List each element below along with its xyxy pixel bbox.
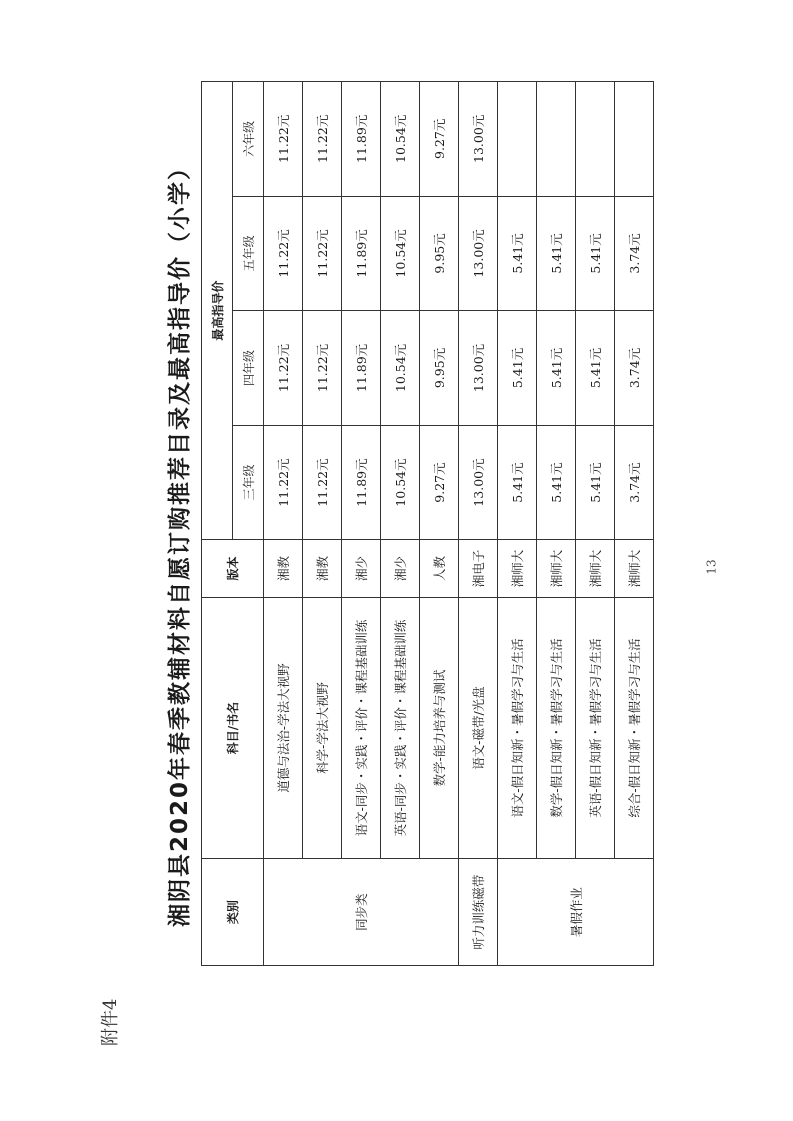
price-cell: 11.22元 — [264, 425, 303, 540]
subject-cell: 综合-假日知新・暑假学习与生活 — [615, 597, 654, 859]
attachment-label: 附件4 — [100, 998, 121, 1046]
subject-cell: 道德与法治-学法大视野 — [264, 597, 303, 859]
header-grade-5: 五年级 — [233, 196, 264, 311]
edition-cell: 湘少 — [381, 540, 420, 597]
table-row — [498, 82, 537, 966]
header-max-price: 最高指导价 — [202, 82, 233, 540]
price-cell: 3.74元 — [615, 425, 654, 540]
category-cell: 同步类 — [264, 859, 459, 966]
edition-cell: 人教 — [420, 540, 459, 597]
price-cell: 13.00元 — [459, 311, 498, 426]
subject-cell: 英语-同步・实践・评价・课程基础训练 — [381, 597, 420, 859]
price-cell: 11.22元 — [303, 311, 342, 426]
table-row — [537, 82, 576, 966]
price-cell: 9.27元 — [420, 425, 459, 540]
price-cell: 13.00元 — [459, 425, 498, 540]
edition-cell: 湘师大 — [576, 540, 615, 597]
document-title: 湘阴县2020年春季教辅材料自愿订购推荐目录及最高指导价（小学） — [167, 155, 193, 928]
price-cell: 11.22元 — [264, 311, 303, 426]
price-cell: 5.41元 — [537, 196, 576, 311]
price-cell: 3.74元 — [615, 311, 654, 426]
price-cell: 11.89元 — [342, 311, 381, 426]
price-cell: 11.89元 — [342, 425, 381, 540]
price-cell: 5.41元 — [498, 196, 537, 311]
price-table — [201, 81, 654, 966]
table-row — [420, 82, 459, 966]
table-row — [459, 82, 498, 966]
table-row — [615, 82, 654, 966]
price-cell: 9.95元 — [420, 196, 459, 311]
category-cell: 听力训练磁带 — [459, 859, 498, 966]
price-cell: 5.41元 — [537, 311, 576, 426]
price-cell — [576, 82, 615, 197]
subject-cell: 科学-学法大视野 — [303, 597, 342, 859]
rotated-landscape-content — [46, 81, 746, 1081]
table-row — [264, 82, 303, 966]
subject-cell: 数学-假日知新・暑假学习与生活 — [537, 597, 576, 859]
category-cell: 暑假作业 — [498, 859, 654, 966]
header-subject: 科目/书名 — [202, 597, 264, 859]
price-cell: 9.27元 — [420, 82, 459, 197]
edition-cell: 湘教 — [303, 540, 342, 597]
price-cell: 9.95元 — [420, 311, 459, 426]
price-cell — [498, 82, 537, 197]
edition-cell: 湘师大 — [615, 540, 654, 597]
price-cell: 3.74元 — [615, 196, 654, 311]
subject-cell: 数学-能力培养与测试 — [420, 597, 459, 859]
subject-cell: 语文-磁带/光盘 — [459, 597, 498, 859]
subject-cell: 语文-假日知新・暑假学习与生活 — [498, 597, 537, 859]
header-grade-6: 六年级 — [233, 82, 264, 197]
table-row — [303, 82, 342, 966]
price-cell: 11.89元 — [342, 82, 381, 197]
price-cell: 11.22元 — [303, 82, 342, 197]
page-number: 13 — [704, 559, 719, 575]
price-cell: 13.00元 — [459, 196, 498, 311]
price-cell: 11.22元 — [303, 196, 342, 311]
price-cell: 10.54元 — [381, 311, 420, 426]
edition-cell: 湘教 — [264, 540, 303, 597]
table-body — [264, 82, 654, 966]
subject-cell: 英语-假日知新・暑假学习与生活 — [576, 597, 615, 859]
header-category: 类别 — [202, 859, 264, 966]
price-cell: 5.41元 — [576, 311, 615, 426]
edition-cell: 湘少 — [342, 540, 381, 597]
price-cell: 5.41元 — [498, 425, 537, 540]
price-cell: 11.22元 — [303, 425, 342, 540]
header-grade-4: 四年级 — [233, 311, 264, 426]
header-grade-3: 三年级 — [233, 425, 264, 540]
price-cell: 11.22元 — [264, 196, 303, 311]
table-row — [342, 82, 381, 966]
price-cell: 5.41元 — [537, 425, 576, 540]
header-edition: 版本 — [202, 540, 264, 597]
price-cell — [537, 82, 576, 197]
price-cell: 11.89元 — [342, 196, 381, 311]
table-row — [576, 82, 615, 966]
edition-cell: 湘电子 — [459, 540, 498, 597]
price-cell: 5.41元 — [576, 196, 615, 311]
price-cell: 13.00元 — [459, 82, 498, 197]
price-cell: 10.54元 — [381, 425, 420, 540]
price-cell: 5.41元 — [498, 311, 537, 426]
price-cell: 5.41元 — [576, 425, 615, 540]
subject-cell: 语文-同步・实践・评价・课程基础训练 — [342, 597, 381, 859]
price-cell: 10.54元 — [381, 196, 420, 311]
price-cell: 11.22元 — [264, 82, 303, 197]
table-row — [381, 82, 420, 966]
edition-cell: 湘师大 — [537, 540, 576, 597]
edition-cell: 湘师大 — [498, 540, 537, 597]
price-cell — [615, 82, 654, 197]
price-cell: 10.54元 — [381, 82, 420, 197]
